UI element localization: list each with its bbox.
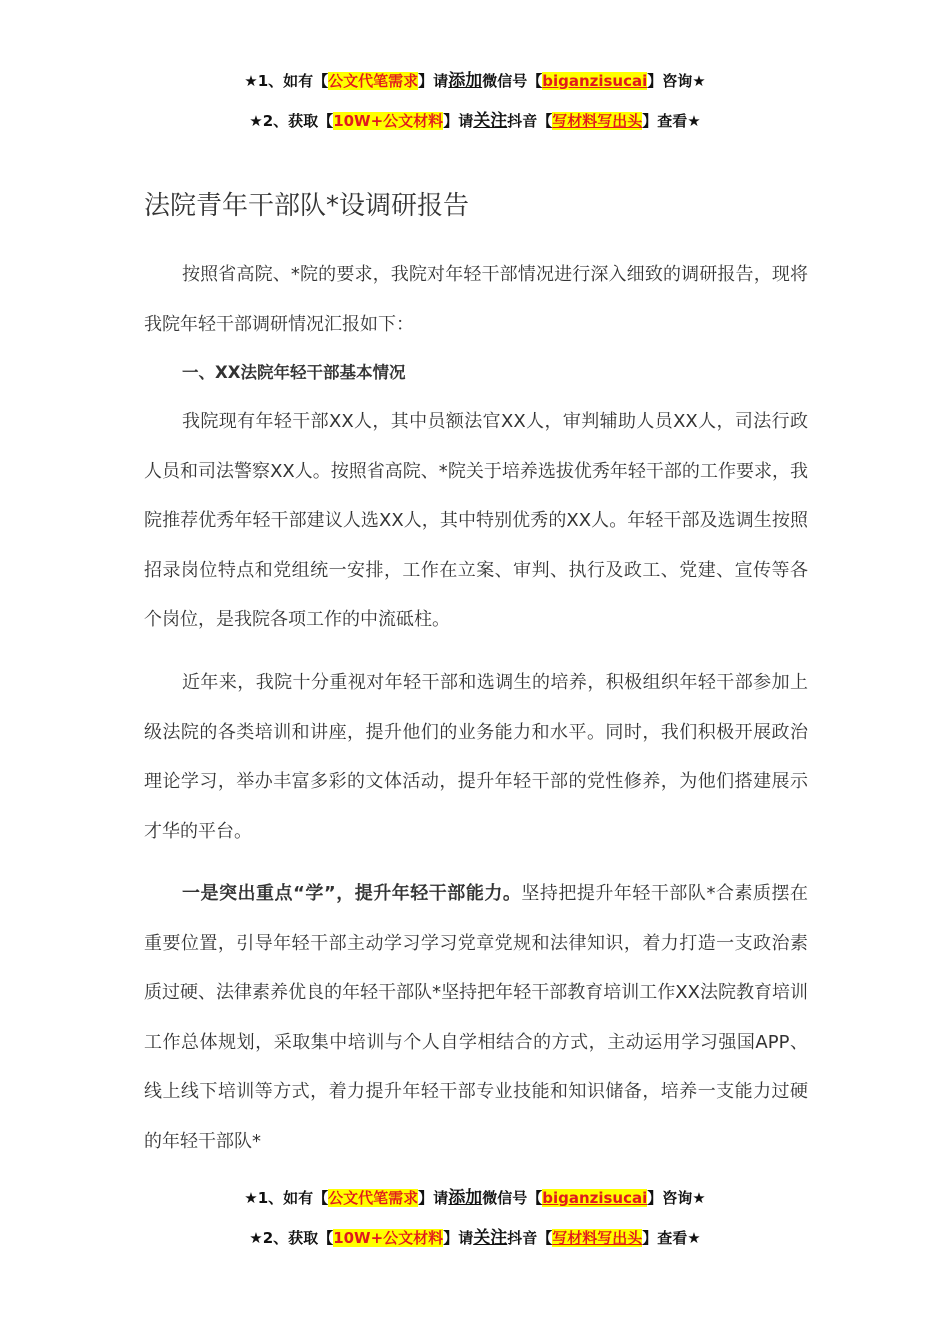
promo-line-1-bottom	[0, 1187, 950, 1209]
promo-highlight: 公文代笔需求	[328, 1189, 419, 1207]
wechat-id-link[interactable]: biganzisucai	[542, 72, 648, 90]
paragraph-study	[144, 869, 808, 1167]
promo-text: 微信号【	[482, 72, 543, 90]
promo-emphasis: 添加	[448, 71, 483, 91]
promo-text: 】咨询★	[647, 72, 706, 90]
promo-highlight: 10W+公文材料	[333, 112, 444, 130]
paragraph-training: 近年来，我院十分重视对年轻干部和选调生的培养，积极组织年轻干部参加上级法院的各类培训和讲座，提升他们的业务能力和水平。同时，我们积极开展政治理论学习，举办丰富多彩的文体活动，提升年轻干部的党性修养，为他们搭建展示才华的平台。	[144, 672, 808, 842]
promo-highlight: 10W+公文材料	[333, 1229, 444, 1247]
paragraph-lead: 一是突出重点“学”，提升年轻干部能力。	[182, 883, 522, 904]
document-title: 法院青年干部队*设调研报告	[144, 191, 470, 221]
promo-highlight: 公文代笔需求	[328, 72, 419, 90]
promo-text: 抖音【	[507, 112, 553, 130]
promo-text: ★1、如有【	[244, 72, 329, 90]
promo-text: 】请	[443, 112, 474, 130]
promo-text: 】咨询★	[647, 1189, 706, 1207]
promo-emphasis: 关注	[473, 1228, 508, 1248]
promo-text: 】请	[418, 1189, 449, 1207]
wechat-id-link[interactable]: biganzisucai	[542, 1189, 648, 1207]
promo-text: 】查看★	[642, 1229, 701, 1247]
promo-text: 微信号【	[482, 1189, 543, 1207]
promo-text: 抖音【	[507, 1229, 553, 1247]
promo-text: ★2、获取【	[249, 1229, 334, 1247]
promo-text: 】请	[418, 72, 449, 90]
promo-text: 】请	[443, 1229, 474, 1247]
section-heading: 一、XX法院年轻干部基本情况	[182, 363, 406, 382]
promo-line-2-top	[0, 110, 950, 132]
promo-text: 】查看★	[642, 112, 701, 130]
promo-emphasis: 关注	[473, 111, 508, 131]
intro-paragraph: 按照省高院、*院的要求，我院对年轻干部情况进行深入细致的调研报告，现将我院年轻干部调研情况汇报如下：	[144, 264, 808, 335]
promo-text: ★1、如有【	[244, 1189, 329, 1207]
promo-line-1-top	[0, 70, 950, 92]
promo-text: ★2、获取【	[249, 112, 334, 130]
promo-emphasis: 添加	[448, 1188, 483, 1208]
paragraph-basic-info: 我院现有年轻干部XX人，其中员额法官XX人，审判辅助人员XX人，司法行政人员和司法警察XX人。按照省高院、*院关于培养选拔优秀年轻干部的工作要求，我院推荐优秀年轻干部建议人选XX人，其中特别优秀的XX人。年轻干部及选调生按照招录岗位特点和党组统一安排，工作在立案、审判、执行及政工、党建、宣传等各个岗位，是我院各项工作的中流砥柱。	[144, 411, 808, 631]
douyin-id-link[interactable]: 写材料写出头	[552, 112, 643, 130]
paragraph-body: 坚持把提升年轻干部队*合素质摆在重要位置，引导年轻干部主动学习学习党章党规和法律知识，着力打造一支政治素质过硬、法律素养优良的年轻干部队*坚持把年轻干部教育培训工作XX法院教育培训工作总体规划，采取集中培训与个人自学相结合的方式，主动运用学习强国APP、线上线下培训等方式，着力提升年轻干部专业技能和知识储备，培养一支能力过硬的年轻干部队*	[144, 883, 808, 1152]
douyin-id-link[interactable]: 写材料写出头	[552, 1229, 643, 1247]
promo-line-2-bottom	[0, 1227, 950, 1249]
